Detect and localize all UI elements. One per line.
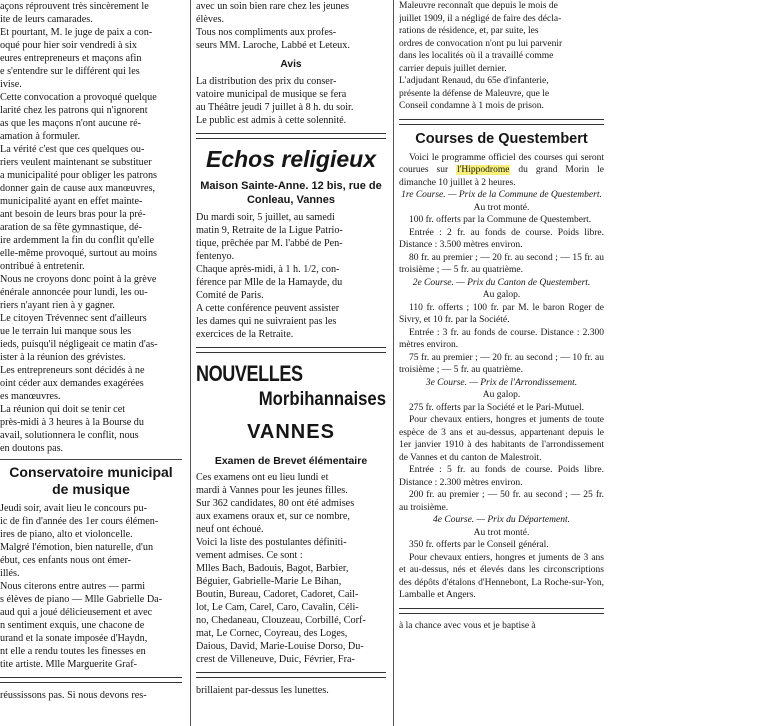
conservatoire-text [0, 502, 182, 671]
column-middle [196, 0, 386, 726]
text-line: aration de sa fête gymnastique, dé- [0, 222, 143, 233]
text-line: ite de leurs camarades. [0, 14, 93, 25]
text-line: dans les localités où il a travaillé comme [399, 51, 554, 61]
separator-double [399, 608, 604, 614]
text-line: ieds, puisqu'il négligeait ce matin d'as- [0, 339, 158, 350]
text-line: A cette conférence peuvent assister [196, 303, 340, 314]
text-line: La réunion qui doit se tenir cet [0, 404, 126, 415]
text-line: ébut, ces enfants nous ont émer- [0, 555, 132, 566]
text-line: Chaque après-midi, à 1 h. 1/2, con- [196, 264, 340, 275]
text-line: ister à la réunion des grévistes. [0, 352, 126, 363]
avis-title: Avis [280, 59, 302, 70]
text-line: les dames qui ne suivraient pas les [196, 316, 337, 327]
text-line: es manœuvres. [0, 391, 61, 402]
brevet-title: Examen de Brevet élémentaire [214, 455, 368, 467]
text-line: larité chez les patrons qui n'ignorent [0, 105, 148, 116]
text-line: exercices de la Retraite. [196, 329, 294, 340]
text-line: neuf ont échoué. [196, 524, 264, 535]
maison-sainte-anne-title: Maison Sainte-Anne. 12 bis, rue de Conleau, Vannes [200, 180, 382, 206]
text-line: vement admises. Ce sont : [196, 550, 303, 561]
text-line: ic de fin d'année des 1er cours élémen- [0, 516, 159, 527]
program-line: 275 fr. offerts par la Société et le Pari-Mutuel. [409, 402, 584, 413]
morbihannaises-title: Morbihannaises [258, 389, 386, 410]
text-line: ant besoin de leurs bras pour la pré- [0, 209, 146, 220]
maison-text [196, 211, 386, 341]
text-line: Le citoyen Trévennec sent d'ailleurs [0, 313, 147, 324]
text-line: mat, Le Cornec, Coyreau, des Loges, [196, 628, 348, 639]
text-line: avec un soin bien rare chez les jeunes [196, 1, 350, 12]
program-line: Au trot monté. [473, 527, 530, 538]
column-left [0, 0, 182, 726]
column-divider [393, 0, 394, 726]
text-line: vatoire municipal de musique se fera [196, 89, 347, 100]
text-line: Nous ne croyons donc point à la grève [0, 274, 157, 285]
text-line: e s'entendre sur le différent qui les [0, 66, 140, 77]
vannes-title: VANNES [247, 421, 335, 443]
text-line: Et pourtant, M. le juge de paix a con- [0, 27, 153, 38]
text-line: ordres de convocation n'ont pu lui parvenir [399, 38, 563, 49]
text-line: s élèves de piano — Mlle Gabrielle Da- [0, 594, 163, 605]
text-line: Ces examens ont eu lieu lundi et [196, 472, 329, 483]
text-line: fentenyo. [196, 251, 235, 262]
text-line: Comité de Paris. [196, 290, 264, 301]
text-line: eures entrepreneurs et maçons afin [0, 53, 142, 64]
program-line: Pour chevaux entiers, hongres et juments de toute espèce de 3 ans et au-dessus, appartenant depuis le 1er janvier 1910 à des habitants de l'arrondissement de Vannes et du canton de Malestroit. [399, 415, 604, 463]
text-line: riers veulent maintenant se substituer [0, 157, 152, 168]
text-line: Tous nos compliments aux profes- [196, 27, 337, 38]
text-line: oqué pour hier soir vendredi à six [0, 40, 137, 51]
text-line: Jeudi soir, avait lieu le concours pu- [0, 503, 147, 514]
text-line: amation à formuler. [0, 131, 81, 142]
text-line: en doutons pas. [0, 443, 64, 454]
text-line: n sentiment exquis, une chacone de [0, 620, 145, 631]
text-line: Le public est admis à cette solennité. [196, 115, 347, 126]
program-line: 3e Course. — Prix de l'Arrondissement. [425, 377, 578, 388]
text-line: juillet 1909, il a négligé de faire des décla- [399, 13, 562, 24]
text-line: a municipalité pour obliger les patrons [0, 170, 158, 181]
program-line: 110 fr. offerts ; 100 fr. par M. le baron Roger de Sivry, et 10 fr. par la Société. [399, 302, 604, 325]
text-line: nt elle a rendu toutes les finesses en [0, 646, 146, 657]
program-line: 2e Course. — Prix du Canton de Questembert. [412, 277, 591, 288]
avis-text [196, 75, 386, 127]
text-line: Sur 362 candidates, 80 ont été admises [196, 498, 355, 509]
text-line: matin 9, Retraite de la Ligue Patrio- [196, 225, 343, 236]
text-line: Boutin, Bureau, Cadoret, Cadoret, Cail- [196, 589, 359, 600]
text-line: Voici la liste des postulantes définiti- [196, 537, 347, 548]
courses-intro: Voici le programme officiel des courses qui seront courues sur l'Hippodrome du grand Morin le dimanche 10 juillet à 2 heures. [399, 152, 604, 188]
text-line: rations de résidence, et, par suite, les [399, 26, 539, 36]
text-line: elle-même provoqué, surtout au moins [0, 248, 158, 259]
text-line: Béguier, Gabrielle-Marie Le Bihan, [196, 576, 342, 587]
separator-double [0, 677, 182, 683]
conservatoire-title: Conservatoire municipal de musique [9, 464, 173, 497]
text-line: lot, Le Cam, Carel, Caro, Cavalin, Céli- [196, 602, 359, 613]
text-line: urand et la sonate imposée d'Haydn, [0, 633, 148, 644]
text-line: ue le terrain lui manque sous les [0, 326, 132, 337]
program-line: Pour chevaux entiers, hongres et juments de 3 ans et au-dessus, nés et élevés dans les circonscriptions des dépôts d'étalons d'Hennebont, La Roche-sur-Yon, Lamballe et Angers. [399, 552, 604, 600]
text-line: Les entrepreneurs sont décidés à ne [0, 365, 145, 376]
text-line: açons réprouvent très sincèrement le [0, 1, 149, 12]
text-line: présente la défense de Maleuvre, que le [399, 88, 550, 99]
text-line: Mlles Bach, Badouis, Bagot, Barbier, [196, 563, 349, 574]
text-line: tite artiste. Mlle Marguerite Graf- [0, 659, 138, 670]
text-line: no, Chedaneau, Clouzeau, Corbillé, Corf- [196, 615, 366, 626]
program-line: Entrée : 2 fr. au fonds de course. Poids libre. Distance : 3.500 mètres environ. [399, 227, 604, 250]
program-line: 75 fr. au premier ; — 20 fr. au second ; — 10 fr. au troisième ; — 5 fr. au quatrième. [399, 352, 604, 375]
column-divider [190, 0, 191, 726]
courses-title: Courses de Questembert [415, 130, 588, 147]
text-line: L'adjudant Renaud, du 65e d'infanterie, [399, 76, 549, 86]
left-bottom-line: réussissons pas. Si nous devons res- [0, 690, 147, 701]
text-line: Malgré l'émotion, bien naturelle, d'un [0, 542, 154, 553]
text-line: ivise. [0, 79, 22, 90]
text-line: tique, prêchée par M. l'abbé de Pen- [196, 238, 343, 249]
echos-religieux-title: Echos religieux [205, 146, 376, 172]
text-line: seurs MM. Laroche, Labbé et Leteux. [196, 40, 350, 51]
text-line: as que les maçons n'ont aucune ré- [0, 118, 142, 129]
text-line: La vérité c'est que ces quelques ou- [0, 144, 145, 155]
text-line: La distribution des prix du conser- [196, 76, 337, 87]
text-line: ires de piano, alto et violoncelle. [0, 529, 133, 540]
program-line: Entrée : 3 fr. au fonds de course. Distance : 2.300 mètres environ. [399, 327, 604, 350]
text-line: Conseil condamne à 1 mois de prison. [399, 101, 544, 111]
program-line: 1re Course. — Prix de la Commune de Questembert. [401, 190, 602, 200]
text-line: illés. [0, 568, 20, 579]
program-line: Entrée : 5 fr. au fonds de course. Poids libre. Distance : 2.300 mètres environ. [399, 465, 604, 488]
courses-program [399, 189, 604, 602]
text-line: Daious, David, Marie-Louise Dorso, Du- [196, 641, 364, 652]
column-right [399, 0, 604, 726]
program-line: 200 fr. au premier ; — 50 fr. au second ; — 25 fr. au troisième. [399, 490, 604, 513]
separator-double [399, 119, 604, 125]
text-line: donner gain de cause aux manœuvres, [0, 183, 156, 194]
program-line: Au galop. [482, 390, 521, 400]
text-line: crest de Villeneuve, Duic, Février, Fra- [196, 654, 355, 665]
text-line: au Théâtre jeudi 7 juillet à 8 h. du soir. [196, 102, 354, 113]
mid-bottom-line: brillaient par-dessus les lunettes. [196, 685, 329, 696]
text-line: près-midi à 3 heures à la Bourse du [0, 417, 144, 428]
text-line: Du mardi soir, 5 juillet, au samedi [196, 212, 335, 223]
left-article-text [0, 0, 182, 455]
text-line: riers n'ayant rien à y gagner. [0, 300, 115, 311]
text-line: énérale annoncée pour lundi, les ou- [0, 287, 148, 298]
program-line: Au galop. [482, 290, 521, 300]
mid-top-text [196, 0, 386, 52]
text-line: élèves. [196, 14, 225, 25]
text-line: carrier depuis juillet dernier. [399, 63, 507, 74]
program-line: 4e Course. — Prix du Département. [433, 515, 570, 525]
text-line: oint céder aux demandes exagérées [0, 378, 144, 389]
brevet-text [196, 471, 386, 666]
text-line: avail, solutionnera le conflit, nous [0, 430, 139, 441]
nouvelles-title: NOUVELLES [196, 361, 303, 386]
separator-double [196, 672, 386, 678]
text-line: férence par Mlle de la Hamayde, du [196, 277, 343, 288]
separator [0, 459, 182, 460]
text-line: aux examens oraux et, sur ce nombre, [196, 511, 350, 522]
program-line: 80 fr. au premier ; — 20 fr. au second ; — 15 fr. au troisième ; — 5 fr. au quatrième. [399, 252, 604, 275]
text-line: Cette convocation a provoqué quelque [0, 92, 157, 103]
program-line: 100 fr. offerts par la Commune de Questembert. [409, 215, 592, 225]
program-line: Au trot monté. [473, 202, 530, 213]
text-line: municipalité ayant en effet mainte- [0, 196, 143, 207]
text-line: ontribué à entretenir. [0, 261, 85, 272]
text-line: ire ardemment la fin du conflit qu'elle [0, 235, 155, 246]
text-line: aud qui a joué délicieusement et avec [0, 607, 153, 618]
text-line: Maleuvre reconnaît que depuis le mois de [399, 1, 558, 11]
hippodrome-highlight: l'Hippodrome [457, 165, 510, 175]
right-bottom-line: à la chance avec vous et je baptise à [399, 620, 536, 631]
text-line: mardi à Vannes pour les jeunes filles. [196, 485, 348, 496]
text-line: Nous citerons entre autres — parmi [0, 581, 146, 592]
separator-double [196, 133, 386, 139]
maleuvre-text [399, 0, 604, 113]
program-line: 350 fr. offerts par le Conseil général. [409, 540, 549, 550]
separator-double [196, 347, 386, 353]
